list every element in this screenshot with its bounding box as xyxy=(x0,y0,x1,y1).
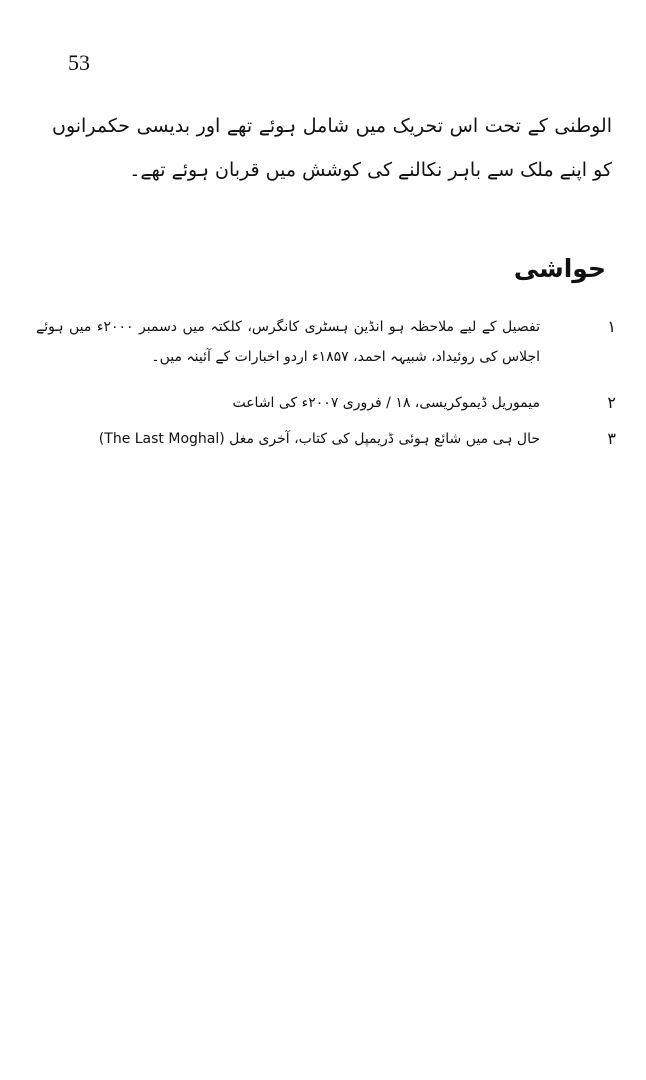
page-number: 53 xyxy=(68,50,90,75)
footnote-text: تفصیل کے لیے ملاحظہ ہو انڈین ہسٹری کانگرس، کلکتہ میں دسمبر ۲۰۰۰ء میں ہوئے اجلاس کی روئیداد، شبیہہ احمد، ۱۸۵۷ء اردو اخبارات کے آئینہ میں۔ xyxy=(36,319,540,365)
footnote-2 xyxy=(36,388,616,418)
footnote-1 xyxy=(36,312,616,372)
body-paragraph: الوطنی کے تحت اس تحریک میں شامل ہوئے تھے اور بدیسی حکمرانوں کو اپنے ملک سے باہر نکالنے کی کوشش میں قربان ہوئے تھے۔ xyxy=(52,115,612,181)
footnote-number: ۱ xyxy=(607,317,616,336)
footnote-number: ۳ xyxy=(607,429,616,448)
footnote-number: ۲ xyxy=(607,393,616,412)
footnote-3 xyxy=(36,424,616,454)
footnote-text: میموریل ڈیموکریسی، ۱۸ / فروری ۲۰۰۷ء کی اشاعت xyxy=(232,395,540,411)
notes-heading: حواشی xyxy=(513,254,606,283)
footnote-text: حال ہی میں شائع ہوئی ڈریمپل کی کتاب، آخری مغل (The Last Moghal) xyxy=(98,431,540,447)
